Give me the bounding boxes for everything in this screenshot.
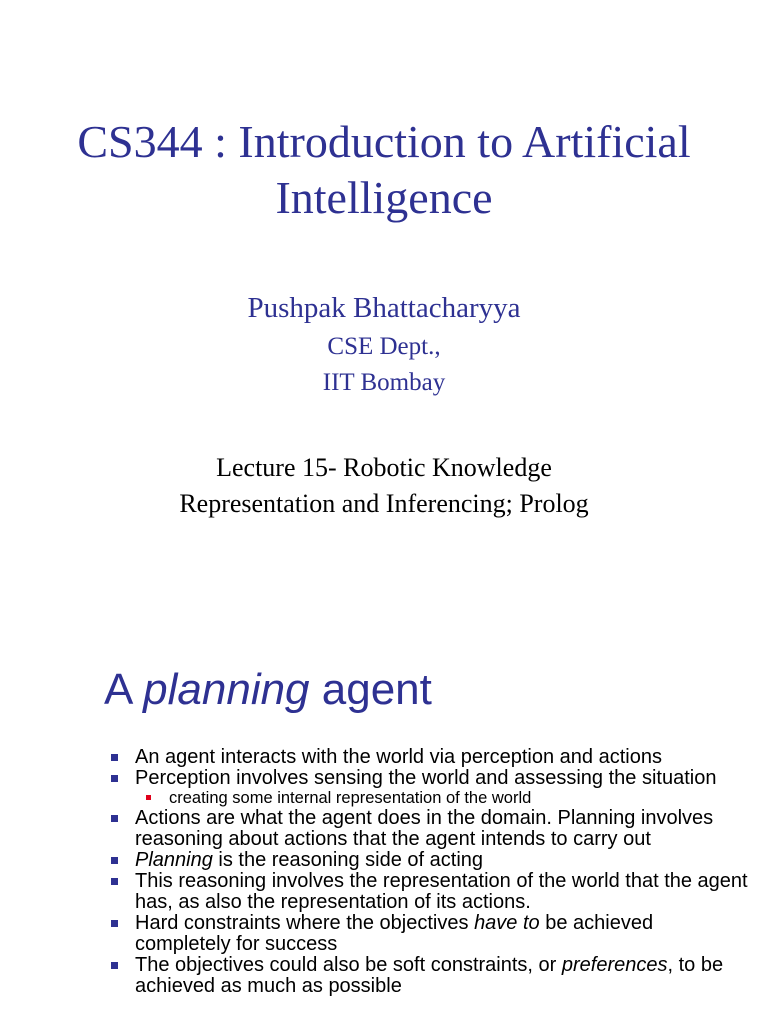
slide-title-suffix: agent [309, 665, 432, 714]
bullet-item [108, 955, 748, 997]
bullet-marker-icon [111, 962, 118, 969]
course-title-line-2: Intelligence [275, 172, 493, 223]
author-name: Pushpak Bhattacharyya [247, 292, 521, 324]
bullet-item [108, 913, 748, 955]
bullet-text: is the reasoning side of acting [212, 849, 484, 871]
institute: IIT Bombay [322, 369, 446, 396]
course-title-line-1: CS344 : Introduction to Artificial [77, 116, 691, 167]
bullet-text: An agent interacts with the world via perception and actions [135, 746, 662, 768]
bullet-text-after: be achieved completely for success [135, 912, 654, 955]
planning-agent-slide [0, 640, 768, 1024]
bullet-text-after: , to be achieved as much as possible [135, 954, 724, 997]
bullet-text-before: Hard constraints where the objectives [135, 912, 475, 934]
slide-title-emphasis: planning [143, 665, 310, 714]
bullet-marker-icon [111, 815, 118, 822]
bullet-marker-icon [111, 775, 118, 782]
bullet-text: Actions are what the agent does in the domain. Planning involves reasoning about actions that the agent intends to carry out [135, 807, 714, 850]
department: CSE Dept., [327, 333, 441, 360]
lecture-title-line-1: Lecture 15- Robotic Knowledge [216, 453, 552, 482]
bullet-marker-icon [111, 754, 118, 761]
slide-title [104, 662, 432, 718]
bullet-item [108, 768, 748, 789]
bullet-marker-icon [111, 920, 118, 927]
lecture-title-line-2: Representation and Inferencing; Prolog [179, 489, 589, 518]
bullet-item [108, 871, 748, 913]
bullet-text: Perception involves sensing the world and assessing the situation [135, 767, 717, 789]
bullet-text: This reasoning involves the representation of the world that the agent has, as also the representation of its actions. [135, 870, 748, 913]
sub-bullet-text: creating some internal representation of the world [169, 789, 532, 807]
bullet-text-before: The objectives could also be soft constraints, or [135, 954, 562, 976]
slide-title-prefix: A [104, 665, 144, 714]
bullet-item [108, 850, 748, 871]
bullet-marker-icon [111, 857, 118, 864]
bullet-emphasis: have to [474, 912, 540, 934]
bullet-item [108, 747, 748, 768]
bullet-emphasis: preferences [561, 954, 668, 976]
bullet-emphasis: Planning [135, 849, 213, 871]
bullet-marker-icon [111, 878, 118, 885]
bullet-list [108, 747, 748, 997]
sub-bullet-marker-icon [146, 795, 151, 800]
bullet-item [108, 808, 748, 850]
sub-bullet-item [108, 789, 748, 808]
